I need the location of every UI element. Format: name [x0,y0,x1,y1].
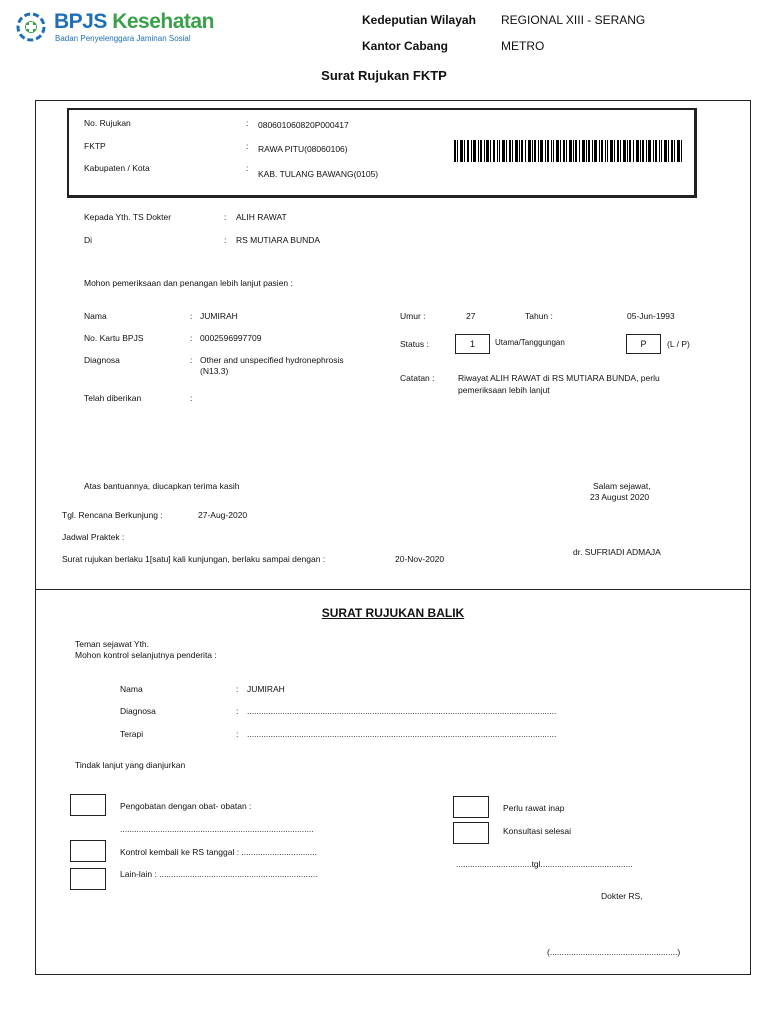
rawat-inap-checkbox[interactable] [453,796,489,818]
separator: : [236,729,239,739]
bpjs-value: 0002596997709 [200,333,262,343]
letter-date: 23 August 2020 [590,492,650,502]
lain-checkbox[interactable] [70,868,106,890]
nama-label: Nama [84,311,107,321]
tindak-label: Tindak lanjut yang dianjurkan [75,760,186,770]
terapi-label: Terapi [120,729,144,739]
bpjs-logo-icon [16,12,46,42]
bpjs-label: No. Kartu BPJS [84,333,144,343]
separator: : [236,684,239,694]
catatan-line-2: pemeriksaan lebih lanjut [458,385,550,395]
kabupaten-value: KAB. TULANG BAWANG(0105) [258,169,379,179]
cabang-value: METRO [501,39,545,53]
barcode-image [454,140,682,162]
wilayah-label: Kedeputian Wilayah [362,13,476,27]
wilayah-value: REGIONAL XIII - SERANG [501,13,646,27]
separator: : [190,311,193,321]
balik-diagnosa-label: Diagnosa [120,706,156,716]
diberikan-label: Telah diberikan [84,393,142,403]
sex-box: P [626,334,661,354]
umur-label: Umur : [400,311,426,321]
separator: : [190,393,193,403]
konsultasi-label: Konsultasi selesai [503,826,572,836]
catatan-line-1: Riwayat ALIH RAWAT di RS MUTIARA BUNDA, perlu [458,373,660,383]
berlaku-label: Surat rujukan berlaku 1[satu] kali kunjungan, berlaku sampai dengan : [62,554,326,564]
diagnosa-label: Diagnosa [84,355,120,365]
page-title: Surat Rujukan FKTP [321,68,447,83]
rencana-label: Tgl. Rencana Berkunjung : [62,510,163,520]
fktp-value: RAWA PITU(08060106) [258,144,348,154]
konsultasi-checkbox[interactable] [453,822,489,844]
dokter-rs-label: Dokter RS, [601,891,643,901]
nama-value: JUMIRAH [200,311,238,321]
rencana-value: 27-Aug-2020 [198,510,248,520]
doctor-name: dr. SUFRIADI ADMAJA [573,547,661,557]
kabupaten-label: Kabupaten / Kota [84,163,150,173]
tahun-value: 05-Jun-1993 [627,311,675,321]
obat-label: Pengobatan dengan obat- obatan : [120,801,252,811]
cabang-label: Kantor Cabang [362,39,449,53]
brand-tagline: Badan Penyelenggara Jaminan Sosial [55,34,191,43]
di-label: Di [84,235,93,245]
status-text: Utama/Tanggungan [495,338,565,347]
salam-text: Salam sejawat, [593,481,651,491]
obat-checkbox[interactable] [70,794,106,816]
rujukan-value: 080601060820P000417 [258,120,349,130]
greeting-text: Teman sejawat Yth. [75,639,150,649]
diagnosa-dotted-line: ................................................................................................................................... [247,706,557,716]
form-frame [35,100,751,975]
sex-hint: (L / P) [667,339,690,349]
di-value: RS MUTIARA BUNDA [236,235,321,245]
kepada-label: Kepada Yth. TS Dokter [84,212,172,222]
berlaku-value: 20-Nov-2020 [395,554,445,564]
kepada-value: ALIH RAWAT [236,212,287,222]
section-divider [35,589,751,590]
status-label: Status : [400,339,429,349]
request-text: Mohon kontrol selanjutnya penderita : [75,650,217,660]
diagnosa-code: (N13.3) [200,366,229,376]
obat-dotted-line: .................................................................................. [120,824,314,834]
terapi-dotted-line: ................................................................................................................................... [247,729,557,739]
separator: : [246,141,249,151]
fktp-label: FKTP [84,141,106,151]
status-box: 1 [455,334,490,354]
balik-title: SURAT RUJUKAN BALIK [321,606,465,620]
kontrol-checkbox[interactable] [70,840,106,862]
brand-name: BPJS Kesehatan [54,10,214,33]
signature-line: (......................................................) [547,947,681,957]
separator: : [246,118,249,128]
lain-label: Lain-lain : ................................................................... [120,869,318,879]
tahun-label: Tahun : [525,311,553,321]
catatan-label: Catatan : [400,373,435,383]
separator: : [236,706,239,716]
umur-value: 27 [466,311,476,321]
rujukan-label: No. Rujukan [84,118,131,128]
separator: : [246,163,249,173]
thanks-text: Atas bantuannya, diucapkan terima kasih [84,481,240,491]
diagnosa-value: Other and unspecified hydronephrosis [200,355,344,365]
intro-text: Mohon pemeriksaan dan penangan lebih lanjut pasien : [84,278,293,288]
place-date-line: ................................tgl....................................... [456,859,633,869]
rawat-inap-label: Perlu rawat inap [503,803,565,813]
separator: : [224,235,227,245]
balik-nama-label: Nama [120,684,143,694]
jadwal-label: Jadwal Praktek : [62,532,125,542]
balik-nama-value: JUMIRAH [247,684,285,694]
kontrol-label: Kontrol kembali ke RS tanggal : ................................ [120,847,317,857]
separator: : [190,355,193,365]
separator: : [190,333,193,343]
separator: : [224,212,227,222]
